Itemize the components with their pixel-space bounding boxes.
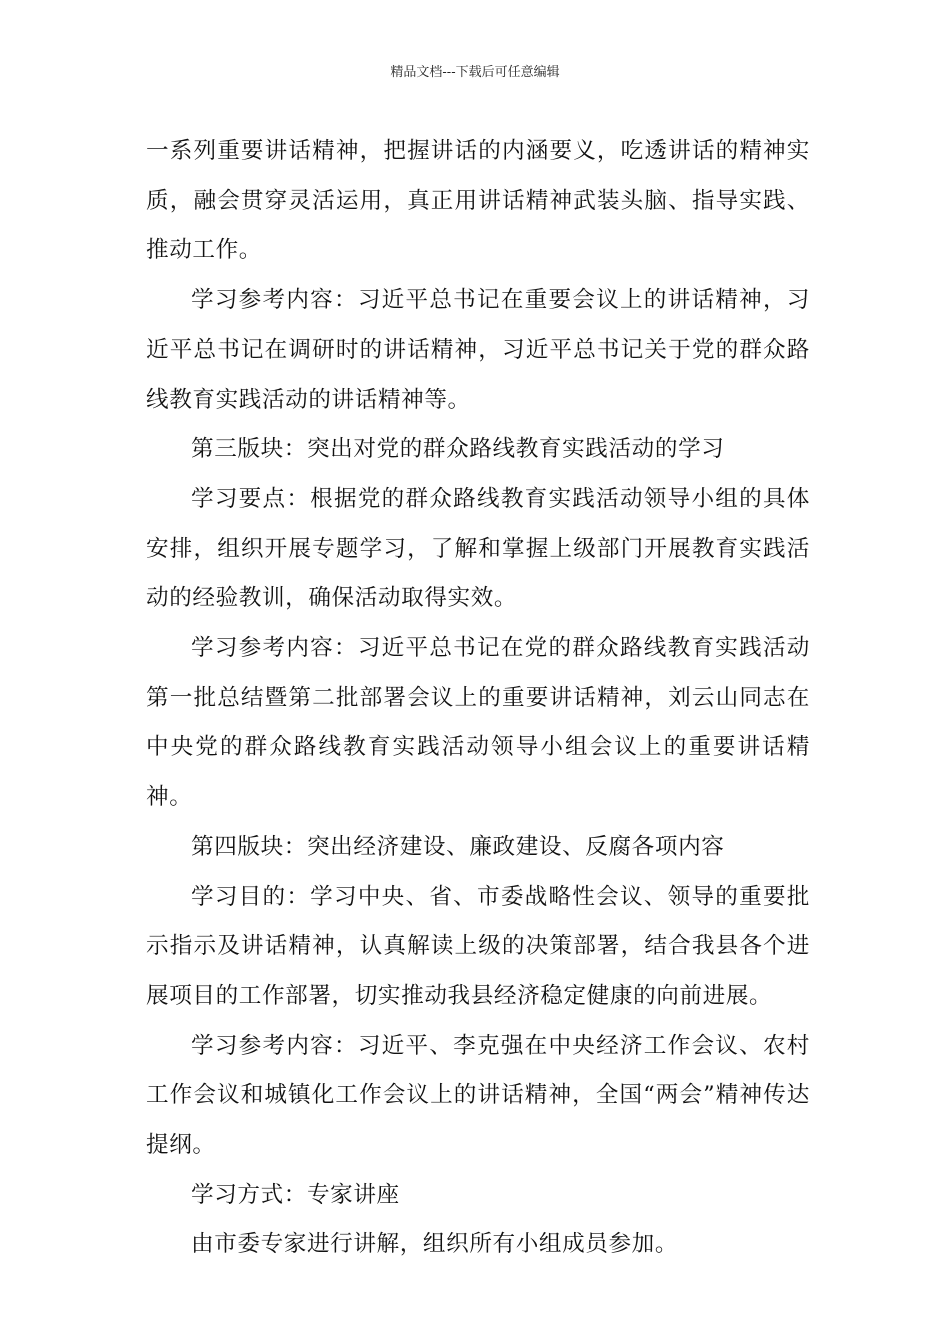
section-heading-4: 第四版块：突出经济建设、廉政建设、反腐各项内容 <box>191 833 725 860</box>
paragraph-purpose-4: 学习目的：学习中央、省、市委战略性会议、领导的重要批示指示及讲话精神，认真解读上级的决策部署，结合我县各个进展项目的工作部署，切实推动我县经济稳定健康的向前进展。 <box>146 883 810 1009</box>
section-heading-3: 第三版块：突出对党的群众路线教育实践活动的学习 <box>191 436 725 463</box>
paragraph-continuation: 一系列重要讲话精神，把握讲话的内涵要义，吃透讲话的精神实质，融会贯穿灵活运用，真正用讲话精神武装头脑、指导实践、推动工作。 <box>146 138 810 264</box>
paragraph-key-points-3: 学习要点：根据党的群众路线教育实践活动领导小组的具体安排，组织开展专题学习，了解和掌握上级部门开展教育实践活动的经验教训，确保活动取得实效。 <box>146 485 810 612</box>
page-header: 精品文档---下载后可任意编辑 <box>390 65 560 80</box>
paragraph-reference-content-3: 学习参考内容：习近平总书记在党的群众路线教育实践活动第一批总结暨第二批部署会议上的重要讲话精神，刘云山同志在中央党的群众路线教育实践活动领导小组会议上的重要讲话精神。 <box>146 635 810 811</box>
paragraph-reference-content-4: 学习参考内容：习近平、李克强在中央经济工作会议、农村工作会议和城镇化工作会议上的讲话精神，全国“两会”精神传达提纲。 <box>146 1032 810 1159</box>
paragraph-study-arrangement: 由市委专家进行讲解，组织所有小组成员参加。 <box>191 1231 679 1258</box>
paragraph-study-method: 学习方式：专家讲座 <box>191 1181 400 1208</box>
document-body <box>146 127 810 1270</box>
paragraph-reference-content-2: 学习参考内容：习近平总书记在重要会议上的讲话精神，习近平总书记在调研时的讲话精神，习近平总书记关于党的群众路线教育实践活动的讲话精神等。 <box>146 287 810 413</box>
